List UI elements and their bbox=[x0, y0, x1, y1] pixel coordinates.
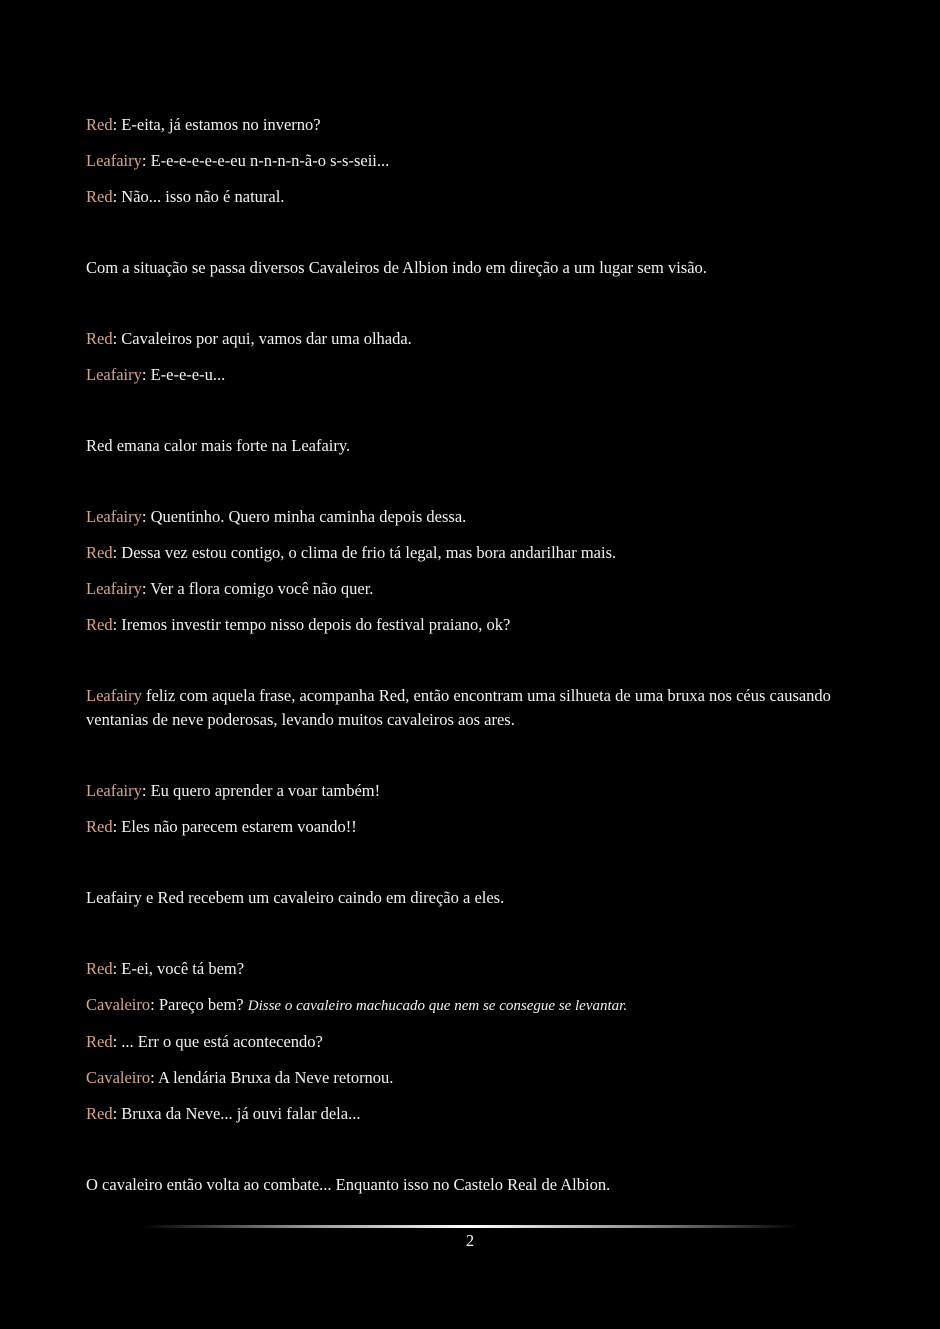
dialogue-text: : Não... isso não é natural. bbox=[112, 187, 285, 206]
paragraph-gap bbox=[86, 744, 856, 779]
dialogue-line bbox=[86, 113, 856, 137]
paragraph-gap bbox=[86, 851, 856, 886]
dialogue-text: : Iremos investir tempo nisso depois do festival praiano, ok? bbox=[112, 615, 511, 634]
dialogue-line bbox=[86, 1102, 856, 1126]
speaker-name: Cavaleiro bbox=[86, 1068, 151, 1087]
page-content bbox=[86, 113, 856, 1209]
dialogue-text: : A lendária Bruxa da Neve retornou. bbox=[150, 1068, 394, 1087]
dialogue-text: : Cavaleiros por aqui, vamos dar uma olhada. bbox=[112, 329, 412, 348]
dialogue-line bbox=[86, 957, 856, 981]
speaker-name: Cavaleiro bbox=[86, 995, 151, 1014]
paragraph-gap bbox=[86, 221, 856, 256]
dialogue-text: : Eu quero aprender a voar também! bbox=[141, 781, 381, 800]
dialogue-line bbox=[86, 149, 856, 173]
narration-line: Com a situação se passa diversos Cavaleiros de Albion indo em direção a um lugar sem visão. bbox=[86, 258, 707, 277]
narration-line: Leafairy e Red recebem um cavaleiro caindo em direção a eles. bbox=[86, 888, 505, 907]
dialogue-line bbox=[86, 613, 856, 637]
footer-divider bbox=[142, 1225, 798, 1228]
speaker-name: Leafairy bbox=[86, 781, 142, 800]
dialogue-text: : Bruxa da Neve... já ouvi falar dela... bbox=[112, 1104, 361, 1123]
paragraph-gap bbox=[86, 292, 856, 327]
narration-line: O cavaleiro então volta ao combate... Enquanto isso no Castelo Real de Albion. bbox=[86, 1175, 611, 1194]
paragraph-gap bbox=[86, 1138, 856, 1173]
stage-direction: Disse o cavaleiro machucado que nem se consegue se levantar. bbox=[247, 998, 628, 1014]
narration-line bbox=[86, 684, 846, 732]
dialogue-line bbox=[86, 541, 856, 565]
dialogue-line bbox=[86, 363, 856, 387]
speaker-name: Red bbox=[86, 817, 113, 836]
dialogue-line bbox=[86, 577, 856, 601]
dialogue-text: : E-eita, já estamos no inverno? bbox=[112, 115, 321, 134]
speaker-name: Leafairy bbox=[86, 507, 142, 526]
dialogue-text: : Pareço bem? bbox=[150, 995, 248, 1014]
paragraph-gap bbox=[86, 649, 856, 684]
speaker-name: Red bbox=[86, 543, 113, 562]
narration-text: feliz com aquela frase, acompanha Red, então encontram uma silhueta de uma bruxa nos céus causando ventanias de neve poderosas, levando muitos cavaleiros aos ares. bbox=[86, 686, 831, 729]
dialogue-line bbox=[86, 779, 856, 803]
speaker-name: Red bbox=[86, 329, 113, 348]
dialogue-text: : Eles não parecem estarem voando!! bbox=[112, 817, 357, 836]
paragraph-gap bbox=[86, 922, 856, 957]
dialogue-text: : Dessa vez estou contigo, o clima de frio tá legal, mas bora andarilhar mais. bbox=[112, 543, 617, 562]
dialogue-text: : E-e-e-e-u... bbox=[141, 365, 226, 384]
character-name: Leafairy bbox=[86, 686, 142, 705]
speaker-name: Leafairy bbox=[86, 579, 142, 598]
speaker-name: Leafairy bbox=[86, 365, 142, 384]
speaker-name: Red bbox=[86, 615, 113, 634]
paragraph-gap bbox=[86, 470, 856, 505]
dialogue-text: : Ver a flora comigo você não quer. bbox=[141, 579, 374, 598]
dialogue-line bbox=[86, 185, 856, 209]
speaker-name: Red bbox=[86, 1032, 113, 1051]
dialogue-text: : E-ei, você tá bem? bbox=[112, 959, 245, 978]
speaker-name: Red bbox=[86, 959, 113, 978]
speaker-name: Leafairy bbox=[86, 151, 142, 170]
dialogue-text: : E-e-e-e-e-e-eu n-n-n-n-ã-o s-s-seii... bbox=[141, 151, 390, 170]
dialogue-text: : ... Err o que está acontecendo? bbox=[112, 1032, 323, 1051]
page-number: 2 bbox=[465, 1231, 475, 1250]
dialogue-line bbox=[86, 1066, 856, 1090]
dialogue-line bbox=[86, 505, 856, 529]
paragraph-gap bbox=[86, 399, 856, 434]
speaker-name: Red bbox=[86, 1104, 113, 1123]
speaker-name: Red bbox=[86, 115, 113, 134]
dialogue-line bbox=[86, 815, 856, 839]
dialogue-line bbox=[86, 993, 856, 1018]
dialogue-line bbox=[86, 327, 856, 351]
dialogue-text: : Quentinho. Quero minha caminha depois dessa. bbox=[141, 507, 467, 526]
speaker-name: Red bbox=[86, 187, 113, 206]
dialogue-line bbox=[86, 1030, 856, 1054]
narration-line: Red emana calor mais forte na Leafairy. bbox=[86, 436, 351, 455]
